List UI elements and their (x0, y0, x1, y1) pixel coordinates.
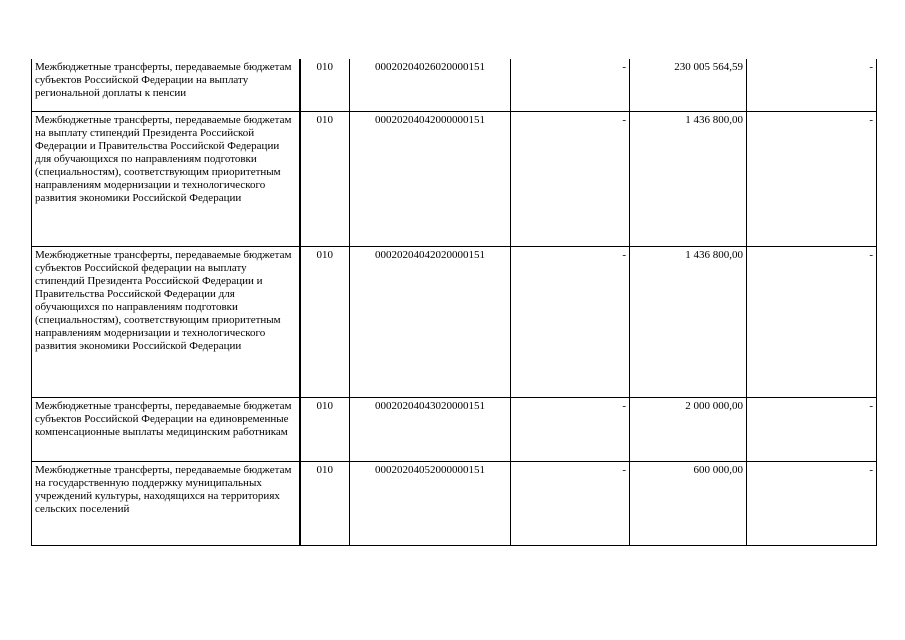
row-name-cell: Межбюджетные трансферты, передаваемые бюджетам субъектов Российской Федерации на выплату региональной доплаты к пенсии (32, 59, 300, 111)
row-value-1-cell: - (511, 111, 630, 246)
row-budget-code-cell: 00020204026020000151 (350, 59, 511, 111)
row-value-3-cell: - (747, 246, 877, 397)
row-name-cell: Межбюджетные трансферты, передаваемые бюджетам на государственную поддержку муниципальных учреждений культуры, находящихся на территориях сельских поселений (32, 461, 300, 545)
row-budget-code-cell: 00020204042020000151 (350, 246, 511, 397)
row-value-2-cell: 230 005 564,59 (630, 59, 747, 111)
row-value-1-cell: - (511, 397, 630, 461)
table-row (32, 397, 877, 461)
row-budget-code-cell: 00020204052000000151 (350, 461, 511, 545)
table-row (32, 59, 877, 111)
row-value-2-cell: 1 436 800,00 (630, 111, 747, 246)
row-value-3-cell: - (747, 111, 877, 246)
row-value-3-cell: - (747, 461, 877, 545)
row-admin-code-cell: 010 (300, 397, 350, 461)
row-budget-code-cell: 00020204043020000151 (350, 397, 511, 461)
row-admin-code-cell: 010 (300, 59, 350, 111)
budget-table (31, 59, 877, 546)
table-row (32, 461, 877, 545)
row-value-1-cell: - (511, 246, 630, 397)
row-admin-code-cell: 010 (300, 246, 350, 397)
row-name-cell: Межбюджетные трансферты, передаваемые бюджетам субъектов Российской федерации на выплату стипендий Президента Российской Федерации и Правительства Российской Федерации для обучающихся по направлениям подготовки (специальностям), соответствующим приоритетным направлениям модернизации и технологического развития экономики Российской Федерации (32, 246, 300, 397)
row-budget-code-cell: 00020204042000000151 (350, 111, 511, 246)
row-value-1-cell: - (511, 59, 630, 111)
row-value-2-cell: 600 000,00 (630, 461, 747, 545)
row-value-2-cell: 2 000 000,00 (630, 397, 747, 461)
row-value-3-cell: - (747, 397, 877, 461)
row-name-cell: Межбюджетные трансферты, передаваемые бюджетам субъектов Российской Федерации на единовременные компенсационные выплаты медицинским работникам (32, 397, 300, 461)
table-row (32, 111, 877, 246)
row-name-cell: Межбюджетные трансферты, передаваемые бюджетам на выплату стипендий Президента Российской Федерации и Правительства Российской Федерации для обучающихся по направлениям подготовки (специальностям), соответствующим приоритетным направлениям модернизации и технологического развития экономики Российской Федерации (32, 111, 300, 246)
table-row (32, 246, 877, 397)
row-value-1-cell: - (511, 461, 630, 545)
row-value-3-cell: - (747, 59, 877, 111)
row-admin-code-cell: 010 (300, 461, 350, 545)
row-value-2-cell: 1 436 800,00 (630, 246, 747, 397)
row-admin-code-cell: 010 (300, 111, 350, 246)
